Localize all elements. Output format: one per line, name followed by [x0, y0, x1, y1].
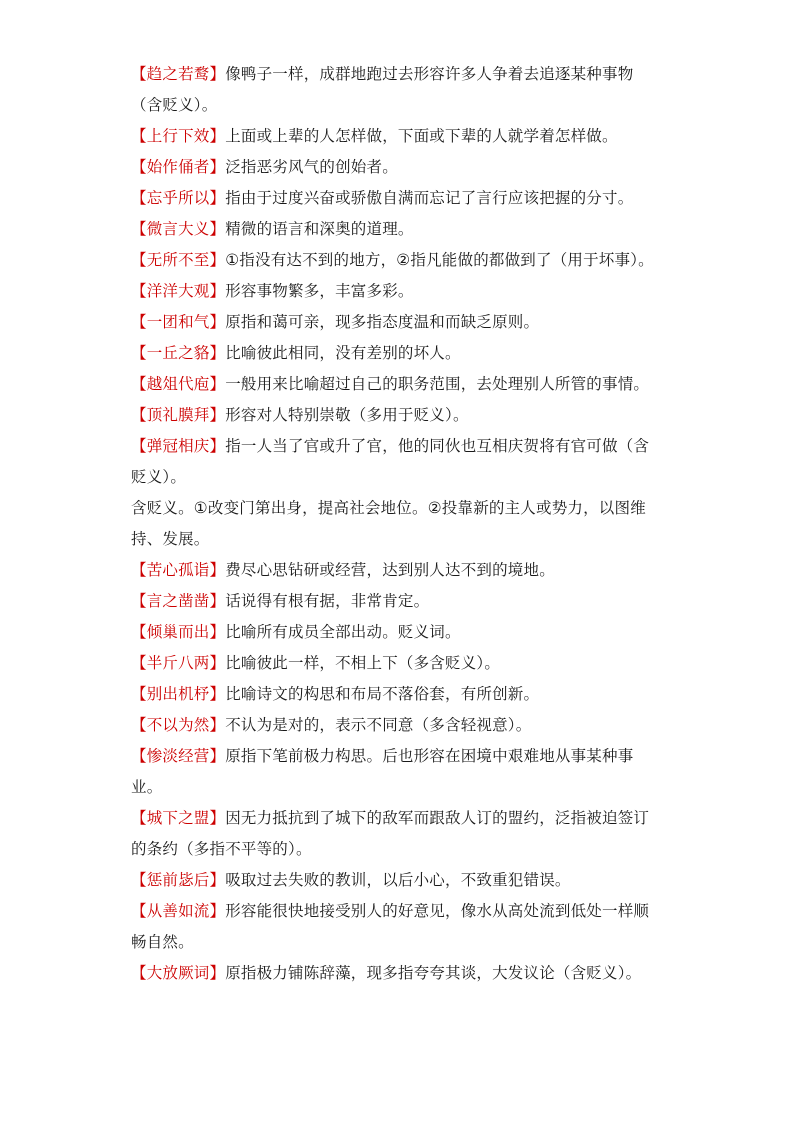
idiom-definition: 形容能很快地接受别人的好意见，像水从高处流到低处一样顺畅自然。 [131, 902, 650, 951]
idiom-entry [131, 276, 661, 307]
idiom-term: 【苦心孤诣】 [131, 561, 226, 579]
idiom-definition: 指由于过度兴奋或骄傲自满而忘记了言行应该把握的分寸。 [225, 189, 634, 207]
idiom-term: 【城下之盟】 [131, 809, 226, 827]
idiom-entry [131, 307, 661, 338]
idiom-definition: 原指下笔前极力构思。后也形容在困境中艰难地从事某种事业。 [131, 747, 634, 796]
idiom-entry [131, 896, 661, 958]
idiom-term: 【倾巢而出】 [131, 623, 226, 641]
idiom-term: 【忘乎所以】 [131, 189, 226, 207]
idiom-entry [131, 586, 661, 617]
idiom-entry [131, 710, 661, 741]
idiom-definition: 含贬义。①改变门第出身，提高社会地位。②投靠新的主人或势力，以图维持、发展。 [131, 499, 646, 548]
idiom-definition: 上面或上辈的人怎样做，下面或下辈的人就学着怎样做。 [225, 127, 618, 145]
idiom-entry [131, 803, 661, 865]
idiom-definition: 形容事物繁多，丰富多彩。 [225, 282, 414, 300]
idiom-entry [131, 958, 661, 989]
idiom-entry [131, 152, 661, 183]
idiom-definition: 原指和蔼可亲，现多指态度温和而缺乏原则。 [225, 313, 540, 331]
idiom-term: 【微言大义】 [131, 220, 226, 238]
idiom-term: 【趋之若鹜】 [131, 65, 226, 83]
idiom-definition: ①指没有达不到的地方，②指凡能做的都做到了（用于坏事）。 [225, 251, 654, 269]
idiom-term: 【惩前毖后】 [131, 871, 226, 889]
idiom-entry [131, 338, 661, 369]
idiom-definition: 精微的语言和深奥的道理。 [225, 220, 414, 238]
idiom-definition: 费尽心思钻研或经营，达到别人达不到的境地。 [225, 561, 555, 579]
idiom-definition: 一般用来比喻超过自己的职务范围，去处理别人所管的事情。 [225, 375, 650, 393]
idiom-term: 【越俎代庖】 [131, 375, 226, 393]
idiom-definition: 比喻诗文的构思和布局不落俗套，有所创新。 [225, 685, 540, 703]
idiom-entry [131, 214, 661, 245]
idiom-definition: 因无力抵抗到了城下的敌军而跟敌人订的盟约，泛指被迫签订的条约（多指不平等的）。 [131, 809, 650, 858]
idiom-definition: 泛指恶劣风气的创始者。 [225, 158, 398, 176]
idiom-definition: 不认为是对的，表示不同意（多含轻视意）。 [225, 716, 532, 734]
idiom-entry [131, 400, 661, 431]
idiom-term: 【一丘之貉】 [131, 344, 226, 362]
idiom-term: 【言之凿凿】 [131, 592, 226, 610]
idiom-entry [131, 679, 661, 710]
idiom-term: 【大放厥词】 [131, 964, 226, 982]
idiom-entry [131, 617, 661, 648]
idiom-definition: 比喻所有成员全部出动。贬义词。 [225, 623, 461, 641]
idiom-entry [131, 648, 661, 679]
idiom-document [131, 59, 661, 989]
idiom-definition: 像鸭子一样，成群地跑过去形容许多人争着去追逐某种事物（含贬义）。 [131, 65, 634, 114]
idiom-definition: 指一人当了官或升了官，他的同伙也互相庆贺将有官可做（含贬义）。 [131, 437, 650, 486]
idiom-entry [131, 431, 661, 493]
idiom-definition: 比喻彼此一样，不相上下（多含贬义）。 [225, 654, 501, 672]
idiom-term: 【弹冠相庆】 [131, 437, 226, 455]
idiom-entry [131, 555, 661, 586]
idiom-term: 【惨淡经营】 [131, 747, 226, 765]
idiom-entry [131, 741, 661, 803]
idiom-term: 【半斤八两】 [131, 654, 226, 672]
idiom-definition: 话说得有根有据，非常肯定。 [225, 592, 430, 610]
idiom-term: 【从善如流】 [131, 902, 226, 920]
idiom-entry [131, 59, 661, 121]
idiom-definition: 比喻彼此相同，没有差别的坏人。 [225, 344, 461, 362]
idiom-entry [131, 865, 661, 896]
idiom-definition: 吸取过去失败的教训，以后小心，不致重犯错误。 [225, 871, 571, 889]
idiom-definition: 原指极力铺陈辞藻，现多指夸夸其谈，大发议论（含贬义）。 [225, 964, 642, 982]
idiom-term: 【一团和气】 [131, 313, 226, 331]
idiom-term: 【始作俑者】 [131, 158, 226, 176]
idiom-entry [131, 121, 661, 152]
idiom-term: 【不以为然】 [131, 716, 226, 734]
idiom-entry [131, 493, 661, 555]
idiom-term: 【无所不至】 [131, 251, 226, 269]
idiom-entry [131, 369, 661, 400]
idiom-entry [131, 245, 661, 276]
idiom-term: 【上行下效】 [131, 127, 226, 145]
idiom-entry [131, 183, 661, 214]
idiom-term: 【顶礼膜拜】 [131, 406, 226, 424]
idiom-term: 【别出机杼】 [131, 685, 226, 703]
idiom-term: 【洋洋大观】 [131, 282, 226, 300]
idiom-definition: 形容对人特别崇敬（多用于贬义）。 [225, 406, 469, 424]
